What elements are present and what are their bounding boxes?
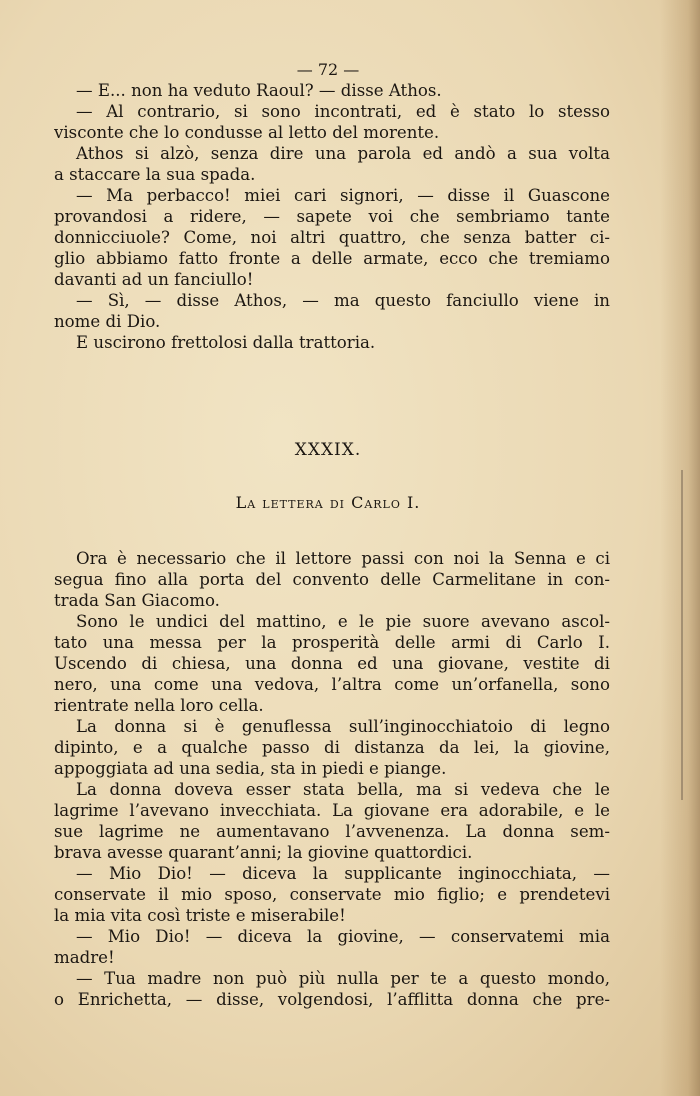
text-line: davanti ad un fanciullo! — [54, 270, 254, 289]
text-line: nero, una come una vedova, l’altra come un’orfanella, sono — [54, 675, 610, 694]
text-line: — Sì, — disse Athos, — ma questo fanciullo viene in — [76, 291, 610, 310]
paragraph-block-2 — [54, 548, 610, 1010]
text-line: lagrime l’avevano invecchiata. La giovane era adorabile, e le — [54, 801, 610, 820]
text-line: appoggiata ad una sedia, sta in piedi e piange. — [54, 759, 447, 778]
text-line: nome di Dio. — [54, 312, 161, 331]
text-line: Uscendo di chiesa, una donna ed una giovane, vestite di — [54, 654, 610, 673]
text-line: La donna doveva esser stata bella, ma si vedeva che le — [76, 780, 610, 799]
text-line: glio abbiamo fatto fronte a delle armate, ecco che tremiamo — [54, 249, 610, 268]
paragraph-block-1 — [54, 80, 610, 353]
page-number: — 72 — — [296, 60, 360, 79]
text-line: a staccare la sua spada. — [54, 165, 256, 184]
text-line: sue lagrime ne aumentavano l’avvenenza. La donna sem- — [54, 822, 610, 841]
text-line: la mia vita così triste e miserabile! — [54, 906, 346, 925]
text-line: dipinto, e a qualche passo di distanza da lei, la giovine, — [54, 738, 610, 757]
text-line: E uscirono frettolosi dalla trattoria. — [76, 333, 376, 352]
margin-mark — [681, 470, 683, 800]
text-line: rientrate nella loro cella. — [54, 696, 264, 715]
text-line: Athos si alzò, senza dire una parola ed andò a sua volta — [76, 144, 610, 163]
text-line: tato una messa per la prosperità delle armi di Carlo I. — [54, 633, 610, 652]
text-line: visconte che lo condusse al letto del morente. — [54, 123, 440, 142]
text-line: — E... non ha veduto Raoul? — disse Athos. — [76, 81, 442, 100]
text-line: — Tua madre non può più nulla per te a questo mondo, — [76, 969, 610, 988]
text-line: Sono le undici del mattino, e le pie suore avevano ascol- — [76, 612, 610, 631]
text-line: o Enrichetta, — disse, volgendosi, l’afflitta donna che pre- — [54, 990, 610, 1009]
text-line: conservate il mio sposo, conservate mio figlio; e prendetevi — [54, 885, 610, 904]
chapter-title: La lettera di Carlo I. — [235, 493, 421, 512]
text-line: segua fino alla porta del convento delle Carmelitane in con- — [54, 570, 610, 589]
page-edge-shadow — [660, 0, 700, 1096]
text-line: provandosi a ridere, — sapete voi che sembriamo tante — [54, 207, 610, 226]
text-line: madre! — [54, 948, 115, 967]
text-line: La donna si è genuflessa sull’inginocchiatoio di legno — [76, 717, 610, 736]
text-line: — Mio Dio! — diceva la giovine, — conservatemi mia — [76, 927, 610, 946]
text-line: brava avesse quarant’anni; la giovine quattordici. — [54, 843, 473, 862]
text-line: donnicciuole? Come, noi altri quattro, che senza batter ci- — [54, 228, 610, 247]
text-line: — Ma perbacco! miei cari signori, — disse il Guascone — [76, 186, 610, 205]
text-line: — Mio Dio! — diceva la supplicante inginocchiata, — — [76, 864, 610, 883]
text-line: Ora è necessario che il lettore passi con noi la Senna e ci — [76, 549, 610, 568]
text-line: — Al contrario, si sono incontrati, ed è stato lo stesso — [76, 102, 610, 121]
text-line: trada San Giacomo. — [54, 591, 220, 610]
chapter-number: XXXIX. — [294, 440, 362, 460]
